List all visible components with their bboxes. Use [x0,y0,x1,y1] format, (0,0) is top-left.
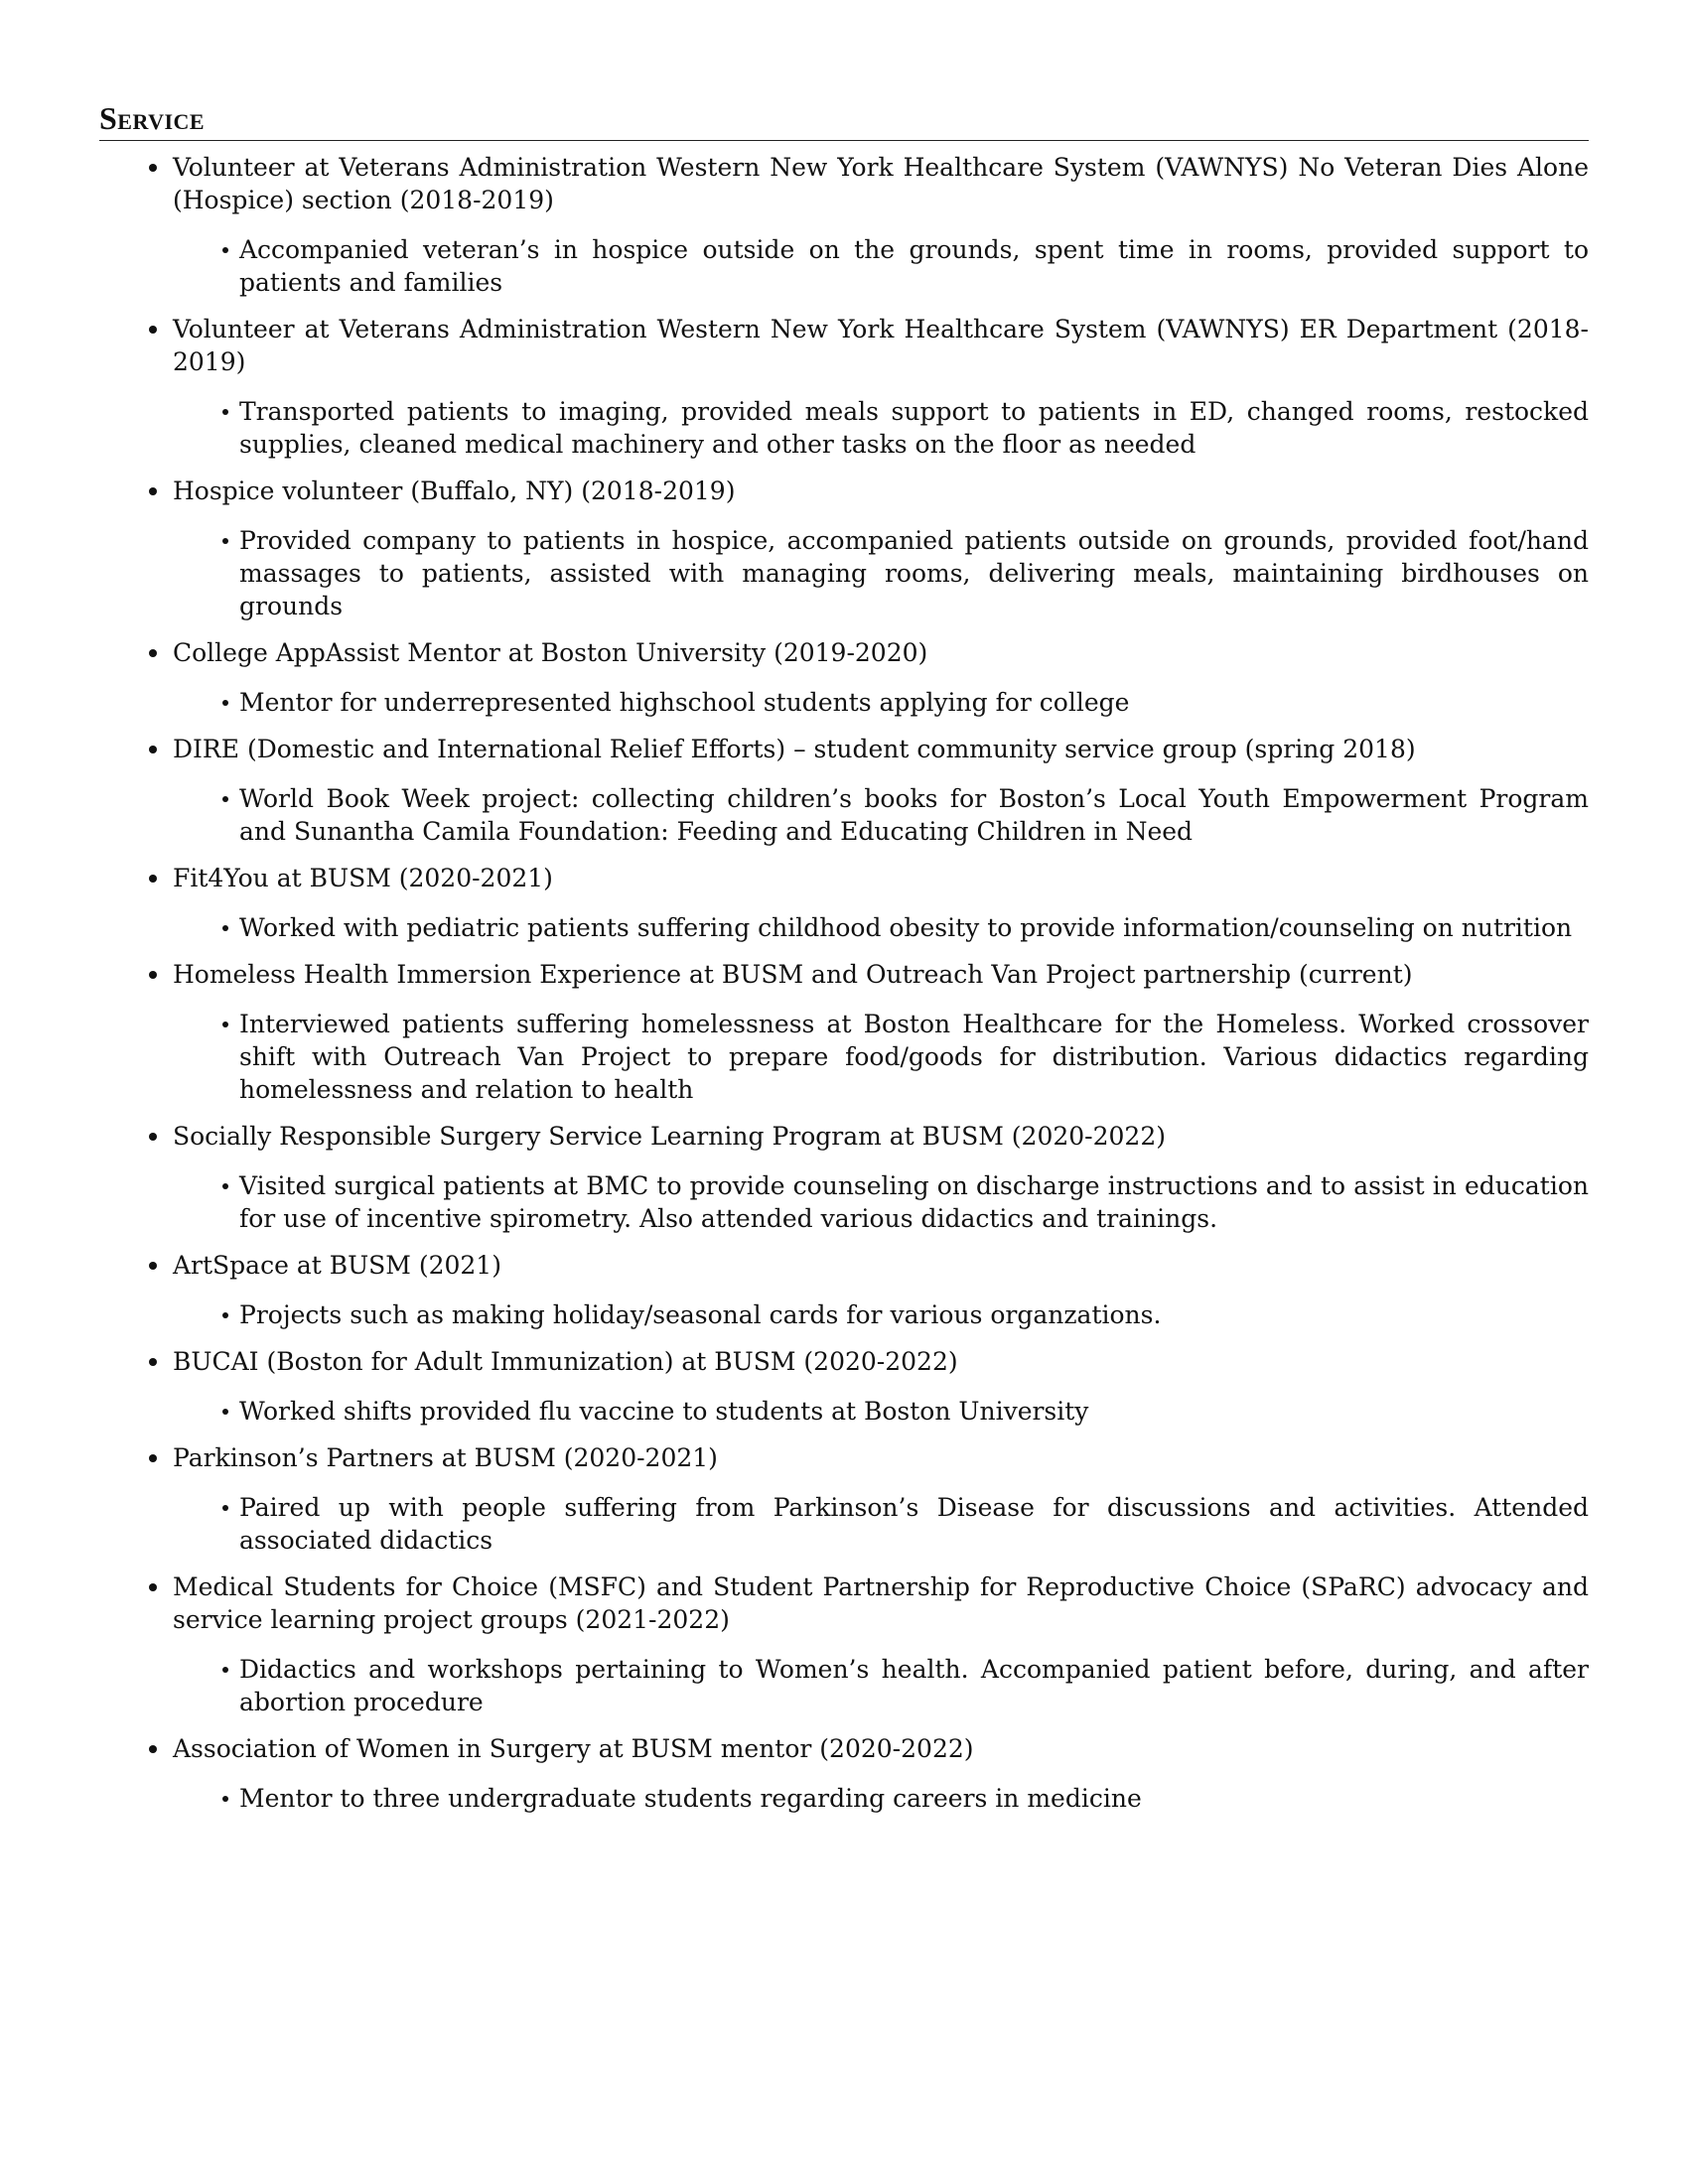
bullet-icon [149,1133,157,1141]
sub-bullet-icon [222,538,228,544]
bullet-icon [149,164,157,172]
sub-bullet-icon [222,796,228,802]
service-subitem-text: Projects such as making holiday/seasonal cards for various organzations. [239,1300,1162,1330]
sub-bullet-icon [222,247,228,253]
service-subitem [173,524,1589,622]
service-item-text: Parkinson’s Partners at BUSM (2020-2021) [173,1443,718,1473]
service-subitems [173,1008,1589,1106]
service-subitems [173,1169,1589,1235]
bullet-icon [149,1454,157,1462]
service-subitem [173,1395,1589,1428]
service-item [99,1570,1589,1718]
service-item-text: Volunteer at Veterans Administration Western New York Healthcare System (VAWNYS) No Veteran Dies Alone (Hospice) section (2018-2019) [173,153,1589,215]
service-item [99,1732,1589,1815]
bullet-icon [149,746,157,753]
service-subitem [173,782,1589,848]
sub-bullet-icon [222,1505,228,1511]
bullet-icon [149,487,157,495]
sub-bullet-icon [222,1667,228,1673]
service-item-text: College AppAssist Mentor at Boston University (2019-2020) [173,638,928,668]
service-subitems [173,782,1589,848]
service-item [99,1345,1589,1428]
service-item [99,958,1589,1106]
service-subitem-text: Interviewed patients suffering homelessness at Boston Healthcare for the Homeless. Worked crossover shift with Outreach Van Project to prepare food/goods for distribution. Various didactics regarding homelessness and relation to health [239,1010,1589,1105]
bullet-icon [149,1262,157,1270]
service-item-text: ArtSpace at BUSM (2021) [173,1251,501,1281]
service-subitem [173,1491,1589,1557]
sub-bullet-icon [222,409,228,415]
sub-bullet-icon [222,1409,228,1415]
sub-bullet-icon [222,1312,228,1318]
service-subitems [173,233,1589,299]
service-item-text: BUCAI (Boston for Adult Immunization) at BUSM (2020-2022) [173,1347,958,1377]
bullet-icon [149,649,157,657]
service-subitems [173,395,1589,461]
sub-bullet-icon [222,700,228,706]
service-item [99,733,1589,848]
service-item-text: Socially Responsible Surgery Service Learning Program at BUSM (2020-2022) [173,1122,1166,1152]
service-subitem-text: Provided company to patients in hospice, accompanied patients outside on grounds, provided foot/hand massages to patients, assisted with managing rooms, delivering meals, maintaining birdhouses on grounds [239,526,1589,621]
service-subitem [173,1008,1589,1106]
service-subitem [173,686,1589,719]
bullet-icon [149,971,157,979]
resume-page [99,101,1589,1829]
service-subitems [173,686,1589,719]
service-item [99,1120,1589,1235]
service-item [99,1441,1589,1557]
service-subitem [173,1169,1589,1235]
bullet-icon [149,1745,157,1753]
service-item [99,636,1589,719]
service-subitem-text: World Book Week project: collecting children’s books for Boston’s Local Youth Empowerment Program and Sunantha Camila Foundation: Feeding and Educating Children in Need [239,784,1589,847]
service-subitems [173,1782,1589,1815]
service-item-text: Medical Students for Choice (MSFC) and Student Partnership for Reproductive Choice (SPaRC) advocacy and service learning project groups (2021-2022) [173,1572,1589,1635]
service-item-text: DIRE (Domestic and International Relief Efforts) – student community service group (spring 2018) [173,735,1416,764]
service-subitem [173,395,1589,461]
service-list [99,151,1589,1815]
service-subitems [173,911,1589,944]
service-subitem [173,233,1589,299]
sub-bullet-icon [222,925,228,931]
service-subitem-text: Mentor for underrepresented highschool students applying for college [239,688,1130,718]
service-subitem [173,1653,1589,1718]
service-subitem-text: Mentor to three undergraduate students regarding careers in medicine [239,1784,1142,1814]
service-item-text: Volunteer at Veterans Administration Western New York Healthcare System (VAWNYS) ER Department (2018-2019) [173,315,1589,377]
bullet-icon [149,326,157,334]
service-item [99,862,1589,944]
service-item-text: Hospice volunteer (Buffalo, NY) (2018-2019) [173,477,736,506]
bullet-icon [149,1583,157,1591]
service-subitem-text: Accompanied veteran’s in hospice outside on the grounds, spent time in rooms, provided support to patients and families [239,235,1589,298]
service-subitems [173,1491,1589,1557]
service-subitem [173,1782,1589,1815]
service-subitem-text: Paired up with people suffering from Parkinson’s Disease for discussions and activities. Attended associated didactics [239,1493,1589,1556]
service-subitem-text: Worked shifts provided flu vaccine to students at Boston University [239,1397,1089,1427]
service-subitems [173,1298,1589,1331]
service-subitems [173,524,1589,622]
service-item-text: Homeless Health Immersion Experience at BUSM and Outreach Van Project partnership (current) [173,960,1413,990]
section-title: Service [99,100,206,136]
service-subitem-text: Didactics and workshops pertaining to Women’s health. Accompanied patient before, during, and after abortion procedure [239,1655,1589,1717]
service-subitem-text: Worked with pediatric patients suffering childhood obesity to provide information/counseling on nutrition [239,913,1573,943]
service-item-text: Fit4You at BUSM (2020-2021) [173,864,553,893]
sub-bullet-icon [222,1183,228,1189]
service-subitems [173,1395,1589,1428]
service-subitems [173,1653,1589,1718]
service-subitem [173,911,1589,944]
service-item [99,1249,1589,1331]
bullet-icon [149,875,157,883]
service-item-text: Association of Women in Surgery at BUSM mentor (2020-2022) [173,1734,974,1764]
service-subitem-text: Visited surgical patients at BMC to provide counseling on discharge instructions and to assist in education for use of incentive spirometry. Also attended various didactics and trainings. [239,1171,1589,1234]
service-item [99,475,1589,622]
sub-bullet-icon [222,1022,228,1027]
service-item [99,151,1589,299]
bullet-icon [149,1358,157,1366]
section-divider [99,140,1589,141]
service-subitem-text: Transported patients to imaging, provided meals support to patients in ED, changed rooms, restocked supplies, cleaned medical machinery and other tasks on the floor as needed [239,397,1589,460]
service-item [99,313,1589,461]
sub-bullet-icon [222,1796,228,1802]
service-subitem [173,1298,1589,1331]
